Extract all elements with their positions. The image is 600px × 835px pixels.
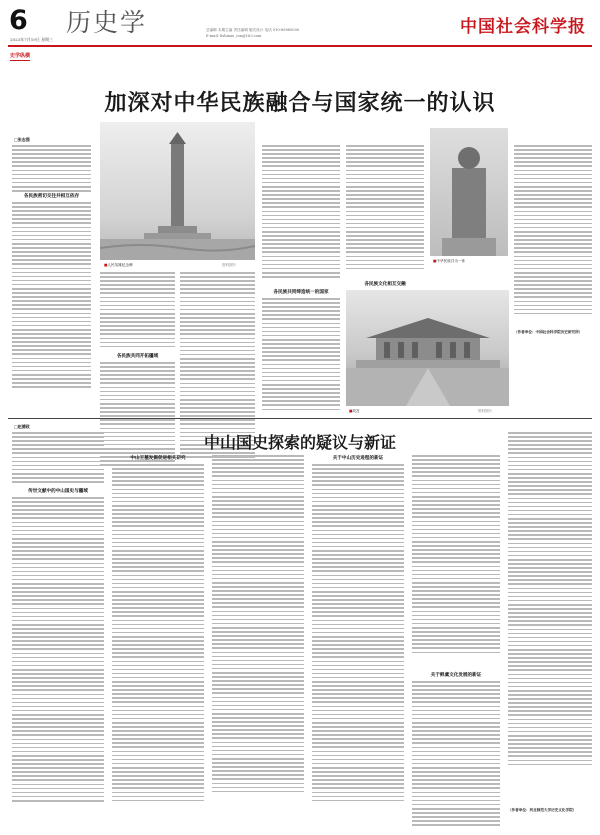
column-tag: 史学纵横	[10, 53, 31, 59]
article2-byline: □赵德政	[14, 424, 30, 429]
photo2-caption: ■中华民族共为一体	[433, 259, 466, 263]
article1-subhead-1: 各民族密切交往并相互依存	[23, 194, 80, 199]
article2-subhead-4: 关于鲜虞文化发展的新证	[430, 673, 482, 678]
palace-photo	[346, 290, 509, 406]
article1-author-note: （作者单位：中国社会科学院历史研究所）	[514, 330, 583, 334]
article1-col6-text	[514, 145, 592, 317]
article2-col5-text	[412, 455, 500, 656]
article2-author-note: （作者单位：河北师范大学历史文化学院）	[508, 808, 577, 812]
article1-col1-text	[12, 145, 91, 194]
article2-subhead-3: 关于中山历史进程的新证	[332, 456, 384, 461]
monument-photo	[100, 122, 255, 260]
photo1-caption: ■人民英雄纪念碑	[104, 263, 133, 267]
article1-col2-text	[100, 272, 175, 350]
photo3-credit: 资料图片	[478, 409, 493, 413]
photo1-credit: 资料图片	[222, 263, 237, 267]
article2-col3-text	[212, 455, 304, 795]
article2-headline: 中山国史探索的疑议与新证	[203, 433, 396, 452]
photo3-caption: ■故宫	[349, 409, 360, 413]
section-title: 历史学	[66, 8, 148, 37]
article1-subhead-2: 各民族共同开拓疆域	[116, 354, 159, 359]
article1-headline: 加深对中华民族融合与国家统一的认识	[104, 90, 496, 116]
article1-subhead-3: 各民族共同缔造统一的国家	[273, 290, 329, 295]
date-line: 2023年7月19日 星期三	[10, 37, 54, 42]
sculpture-photo	[430, 128, 508, 256]
header-meta-top: 总编辑 本期主编 责任编辑 版式设计 电话 010-85885000	[206, 28, 300, 32]
article1-col1-text-b	[12, 202, 91, 390]
article1-col4-text-b	[262, 298, 340, 413]
article2-col2-text	[112, 464, 204, 804]
article1-subhead-4: 各民族文化相互交融	[364, 282, 406, 287]
article-divider	[8, 418, 592, 419]
article2-col5-text-b	[412, 681, 500, 828]
newspaper-brand: 中国社会科学报	[460, 17, 586, 37]
article1-col4-text	[262, 145, 340, 280]
page-number: 6	[9, 5, 28, 36]
article2-col1-text-b	[12, 497, 104, 804]
article2-subhead-1: 传世文献中的中山国史与疆域	[28, 489, 88, 494]
article2-subhead-2: 中山王墓发掘促进相关研究	[130, 456, 186, 461]
article2-col6-text	[508, 432, 592, 768]
article2-col1-text	[12, 432, 104, 485]
article1-col5-text	[346, 145, 424, 272]
article1-byline: □张志强	[14, 137, 30, 142]
header-meta-bottom: E-mail: lishixue_csn@163.com	[206, 34, 262, 38]
article2-col4-text	[312, 464, 404, 804]
header-rule	[8, 45, 592, 47]
